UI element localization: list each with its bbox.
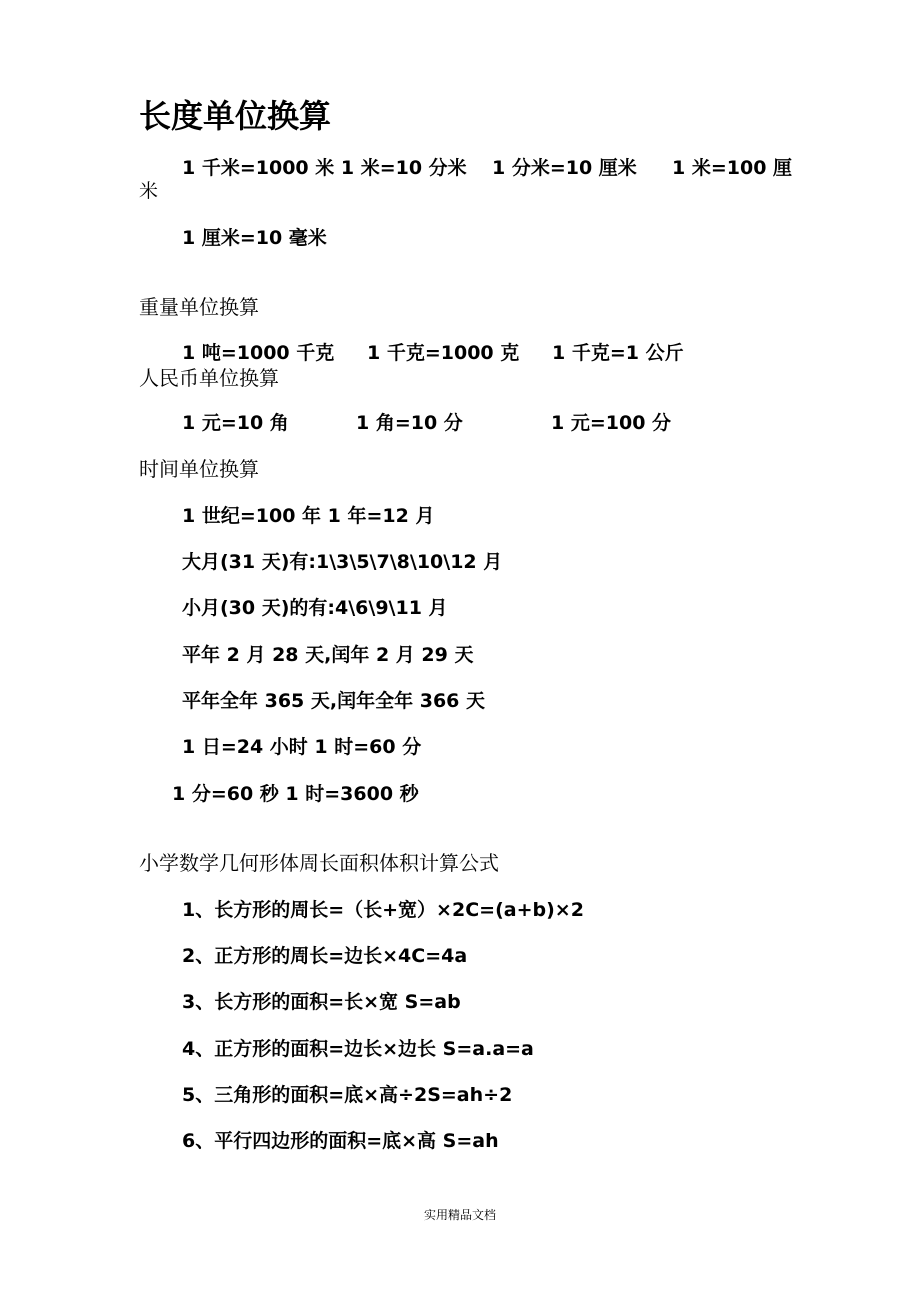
currency-cell-3: 1 元=100 分 xyxy=(551,412,672,434)
weight-cell-3: 1 千克=1 公斤 xyxy=(552,342,684,364)
geometry-item: 1、长方形的周长=（长+宽）×2C=(a+b)×2 xyxy=(182,899,584,921)
currency-cell-2: 1 角=10 分 xyxy=(356,412,463,434)
section-title-weight: 重量单位换算 xyxy=(139,295,259,319)
geometry-item: 5、三角形的面积=底×高÷2S=ah÷2 xyxy=(182,1084,513,1106)
section-title-geometry: 小学数学几何形体周长面积体积计算公式 xyxy=(139,851,499,875)
length-row1-cell-3: 1 米=100 厘 xyxy=(672,157,793,179)
weight-cell-1: 1 吨=1000 千克 xyxy=(182,342,335,364)
geometry-item: 2、正方形的周长=边长×4C=4a xyxy=(182,945,468,967)
length-row1-cell-2: 1 分米=10 厘米 xyxy=(492,157,637,179)
time-item: 1 日=24 小时 1 时=60 分 xyxy=(182,736,422,758)
time-item: 1 分=60 秒 1 时=3600 秒 xyxy=(172,783,419,805)
time-item: 1 世纪=100 年 1 年=12 月 xyxy=(182,505,435,527)
geometry-item: 3、长方形的面积=长×宽 S=ab xyxy=(182,991,461,1013)
section-title-currency: 人民币单位换算 xyxy=(139,366,279,390)
currency-cell-1: 1 元=10 角 xyxy=(182,412,289,434)
geometry-item: 6、平行四边形的面积=底×高 S=ah xyxy=(182,1130,499,1152)
time-item: 平年全年 365 天,闰年全年 366 天 xyxy=(182,690,485,712)
geometry-item: 4、正方形的面积=边长×边长 S=a.a=a xyxy=(182,1038,534,1060)
time-item: 小月(30 天)的有:4\6\9\11 月 xyxy=(182,597,448,619)
section-title-time: 时间单位换算 xyxy=(139,457,259,481)
weight-cell-2: 1 千克=1000 克 xyxy=(367,342,520,364)
length-row1-wrap: 米 xyxy=(139,180,159,202)
section-title-length: 长度单位换算 xyxy=(139,97,332,135)
length-row2: 1 厘米=10 毫米 xyxy=(182,227,327,249)
length-row1-cell-1: 1 千米=1000 米 1 米=10 分米 xyxy=(182,157,467,179)
time-item: 平年 2 月 28 天,闰年 2 月 29 天 xyxy=(182,644,474,666)
page-footer: 实用精品文档 xyxy=(423,1208,496,1222)
time-item: 大月(31 天)有:1\3\5\7\8\10\12 月 xyxy=(182,551,503,573)
